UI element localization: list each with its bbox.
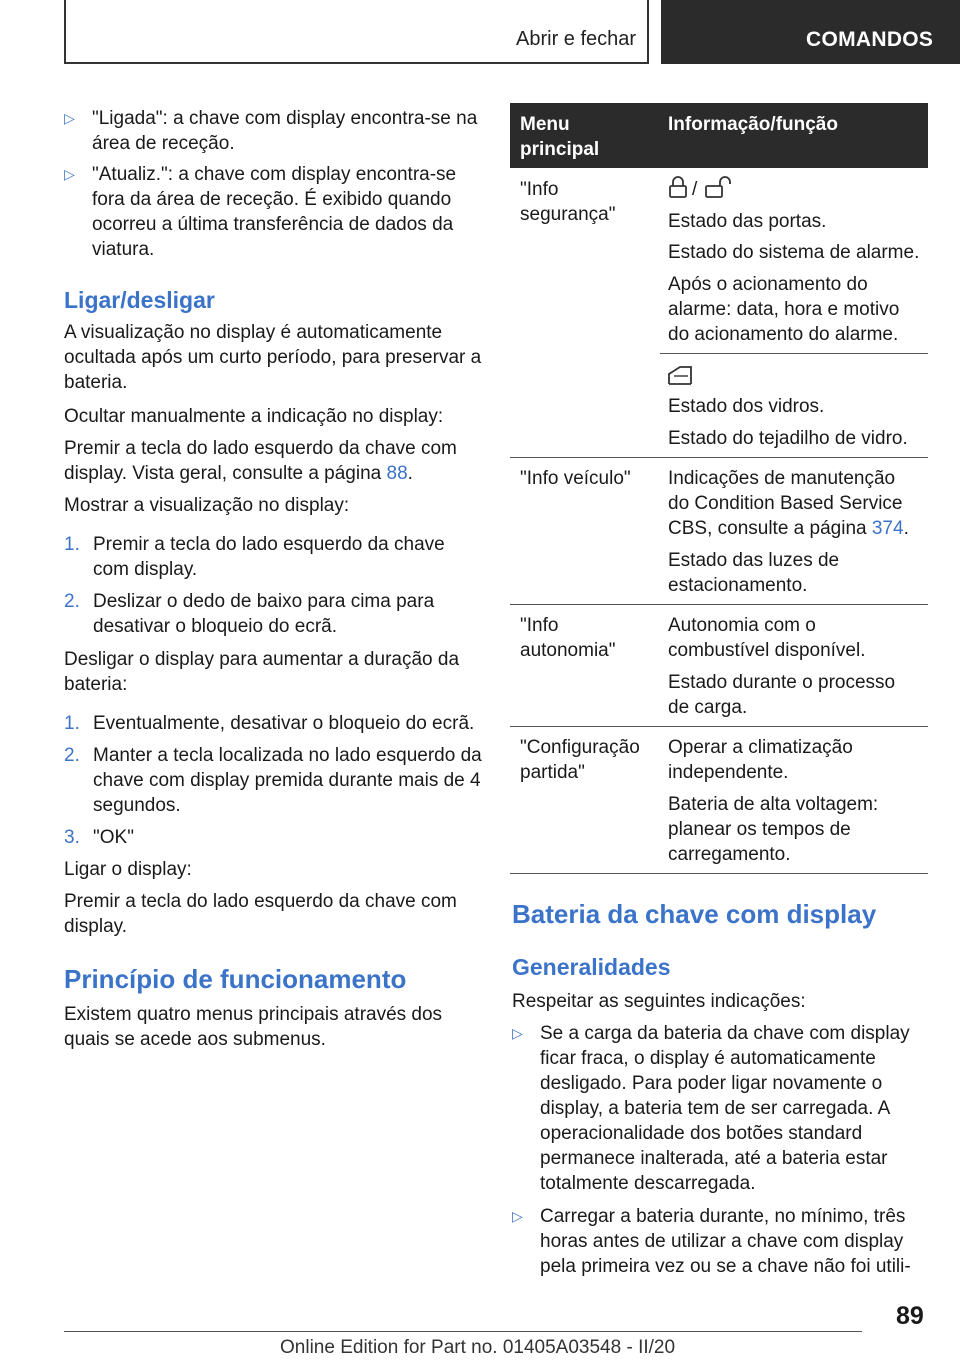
triangle-bullet-icon: ▷ bbox=[64, 110, 75, 126]
step-text: Premir a tecla do lado esquerdo da chave com display. bbox=[93, 534, 445, 580]
table-cell-info: Estado do tejadilho de vidro. bbox=[668, 428, 908, 449]
paragraph: Respeitar as seguintes indicações: bbox=[512, 991, 806, 1012]
triangle-bullet-icon: ▷ bbox=[64, 166, 75, 182]
page-reference-link[interactable]: 374 bbox=[871, 518, 904, 539]
paragraph: Premir a tecla do lado esquerdo da chave com display. bbox=[64, 891, 457, 937]
paragraph: Desligar o display para aumentar a duração da bateria: bbox=[64, 649, 460, 695]
heading-generalidades: Generalidades bbox=[512, 954, 671, 980]
heading-ligar-desligar: Ligar/desligar bbox=[64, 287, 215, 313]
icon-separator: / bbox=[692, 179, 698, 200]
paragraph-text: Premir a tecla do lado esquerdo da chave com display. Vista geral, consulte a página bbox=[64, 438, 457, 484]
list-item bbox=[64, 532, 480, 582]
list-item bbox=[64, 711, 482, 736]
table-cell-info: Estado das portas. bbox=[668, 211, 827, 232]
table-cell-menu: "Configuração partida" bbox=[520, 737, 640, 783]
bullet-text: Carregar a bateria durante, no mínimo, três horas antes de utilizar a chave com display pela primeira vez ou se a chave não foi utili- bbox=[540, 1206, 911, 1277]
car-window-icon bbox=[666, 364, 694, 386]
step-text: "OK" bbox=[93, 827, 134, 848]
table-rule bbox=[510, 604, 928, 605]
lock-open-icon bbox=[704, 176, 736, 198]
header-section-title: Abrir e fechar bbox=[516, 28, 637, 50]
list-item bbox=[64, 825, 482, 850]
page-reference-link[interactable]: 88 bbox=[386, 463, 408, 484]
table-rule bbox=[660, 353, 928, 354]
table-cell-info: Autonomia com o combustível disponível. bbox=[668, 615, 866, 661]
list-item bbox=[64, 743, 482, 818]
table-cell-info: Estado dos vidros. bbox=[668, 396, 825, 417]
list-item bbox=[64, 106, 480, 156]
paragraph: Ocultar manualmente a indicação no display: bbox=[64, 406, 444, 427]
table-cell-info: Estado do sistema de alarme. bbox=[668, 242, 920, 263]
step-number: 1. bbox=[64, 713, 80, 734]
table-cell-menu: "Info veículo" bbox=[520, 468, 631, 489]
table-cell-info bbox=[668, 466, 920, 541]
header-chapter-title: COMANDOS bbox=[806, 28, 934, 51]
table-cell-info: Estado das luzes de estacionamento. bbox=[668, 550, 840, 596]
heading-principio: Princípio de funcionamento bbox=[64, 964, 407, 994]
step-number: 1. bbox=[64, 534, 80, 555]
step-number: 2. bbox=[64, 591, 80, 612]
list-item bbox=[512, 1021, 928, 1196]
bullet-text: "Ligada": a chave com display encontra-se na área de receção. bbox=[92, 108, 478, 154]
step-number: 3. bbox=[64, 827, 80, 848]
table-cell-menu: "Info autonomia" bbox=[520, 615, 616, 661]
page-number: 89 bbox=[896, 1302, 924, 1330]
lock-closed-icon bbox=[668, 176, 688, 198]
table-cell-text: . bbox=[903, 518, 909, 539]
table-cell-text: Indicações de manutenção do Condition Based Service CBS, consulte a página bbox=[668, 468, 903, 539]
table-cell-info: Após o acionamento do alarme: data, hora e motivo do acionamento do alarme. bbox=[668, 274, 900, 345]
table-cell-info: Operar a climatização independente. bbox=[668, 737, 853, 783]
paragraph: Ligar o display: bbox=[64, 859, 192, 880]
step-number: 2. bbox=[64, 745, 80, 766]
step-text: Deslizar o dedo de baixo para cima para desativar o bloqueio do ecrã. bbox=[93, 591, 435, 637]
bullet-text: Se a carga da bateria da chave com display ficar fraca, o display é automaticamente desligado. Para poder ligar novamente o display, a bateria tem de ser carregada. A operacionalidade dos botões standard permanece inalterada, até a bateria estar totalmente descarregada. bbox=[540, 1023, 910, 1194]
footer-rule bbox=[64, 1331, 862, 1332]
table-cell-menu: "Info segurança" bbox=[520, 179, 616, 225]
list-item bbox=[64, 162, 480, 262]
table-header-menu: Menu principal bbox=[520, 114, 600, 160]
list-item bbox=[512, 1204, 928, 1279]
step-text: Manter a tecla localizada no lado esquerdo da chave com display premida durante mais de 4 segundos. bbox=[93, 745, 482, 816]
edition-footer: Online Edition for Part no. 01405A03548 - II/20 bbox=[280, 1337, 676, 1358]
list-item bbox=[64, 589, 480, 639]
paragraph: A visualização no display é automaticamente ocultada após um curto período, para preservar a bateria. bbox=[64, 322, 482, 393]
paragraph: Existem quatro menus principais através dos quais se acede aos submenus. bbox=[64, 1004, 443, 1050]
table-rule bbox=[510, 457, 928, 458]
triangle-bullet-icon: ▷ bbox=[512, 1025, 523, 1041]
paragraph bbox=[64, 436, 482, 486]
paragraph-text: . bbox=[407, 463, 413, 484]
table-rule bbox=[510, 873, 928, 874]
bullet-text: "Atualiz.": a chave com display encontra-se fora da área de receção. É exibido quando ocorreu a última transferência de dados da viatura. bbox=[92, 164, 457, 260]
table-cell-info: Estado durante o processo de carga. bbox=[668, 672, 896, 718]
heading-bateria: Bateria da chave com display bbox=[512, 899, 877, 929]
triangle-bullet-icon: ▷ bbox=[512, 1208, 523, 1224]
table-cell-info: Bateria de alta voltagem: planear os tempos de carregamento. bbox=[668, 794, 879, 865]
table-header-info: Informação/função bbox=[668, 114, 838, 135]
table-rule bbox=[510, 726, 928, 727]
paragraph: Mostrar a visualização no display: bbox=[64, 495, 350, 516]
step-text: Eventualmente, desativar o bloqueio do ecrã. bbox=[93, 713, 475, 734]
